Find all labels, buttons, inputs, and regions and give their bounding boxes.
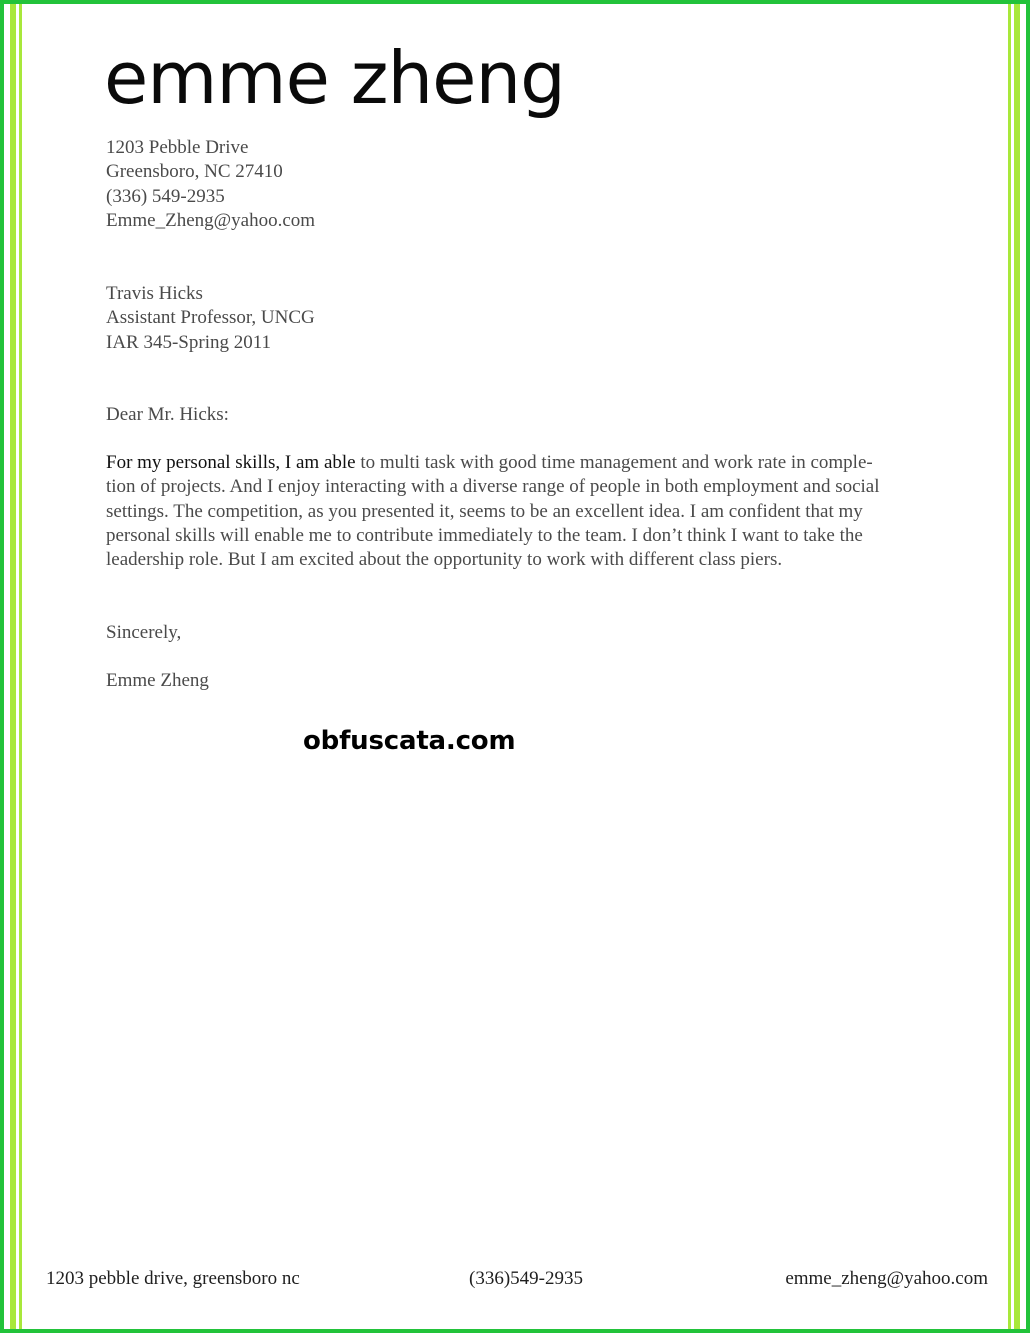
recipient-course: IAR 345-Spring 2011 (106, 331, 272, 353)
sender-street: 1203 Pebble Drive (106, 137, 249, 158)
sender-city: Greensboro, NC 27410 (106, 161, 283, 183)
body-line-1-rest: to multi task with good time management and work rate in comple- (355, 452, 873, 473)
sender-email: Emme_Zheng@yahoo.com (106, 209, 316, 231)
salutation: Dear Mr. Hicks: (106, 404, 229, 425)
body-line-3: settings. The competition, as you presented it, seems to be an excellent idea. I am confident that my (106, 500, 863, 522)
recipient-block (106, 282, 315, 355)
body-line-4: personal skills will enable me to contribute immediately to the team. I don’t think I want to take the (106, 524, 863, 546)
body-line-5: leadership role. But I am excited about the opportunity to work with different class piers. (106, 549, 783, 571)
footer-email: emme_zheng@yahoo.com (785, 1268, 988, 1289)
closing: Sincerely, (106, 622, 182, 643)
recipient-title: Assistant Professor, UNCG (106, 307, 315, 329)
body-line-2: tion of projects. And I enjoy interacting with a diverse range of people in both employment and social (106, 476, 880, 498)
footer-phone: (336)549-2935 (469, 1268, 583, 1289)
recipient-name: Travis Hicks (106, 283, 203, 304)
letter-body (106, 451, 938, 572)
footer-address: 1203 pebble drive, greensboro nc (46, 1268, 300, 1289)
letterhead-name: emme zheng (104, 36, 565, 120)
sender-address-block (106, 136, 315, 233)
watermark-text: obfuscata.com (303, 726, 516, 756)
body-line-1 (106, 451, 938, 475)
body-lead: For my personal skills, I am able (106, 452, 356, 473)
sender-phone: (336) 549-2935 (106, 185, 225, 207)
signature-name: Emme Zheng (106, 670, 209, 691)
